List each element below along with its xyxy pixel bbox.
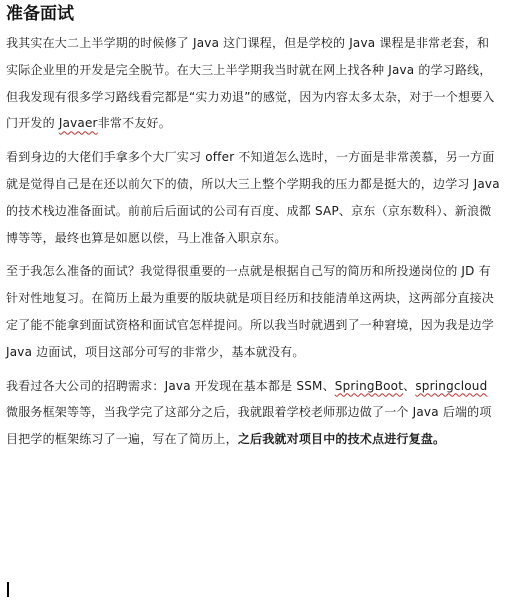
paragraph-3: 至于我怎么准备的面试？我觉得很重要的一点就是根据自己写的简历和所投递岗位的 JD 有针对性地复习。在简历上最为重要的版块就是项目经历和技能清单这两块，这两部分直接决定了能不能拿到面试资格和面试官怎样提问。所以我当时就遇到了一种窘境，因为我是边学 Java 边面试，项目这部分可写的非常少，基本就没有。 xyxy=(6,264,495,359)
section-heading: 准备面试 xyxy=(6,4,74,24)
spellcheck-word-springboot: SpringBoot xyxy=(334,378,404,393)
paragraph-4-text-mid: 微服务框架等等，当我学完了这部分之后，我就跟着学校老师那边做了一个 Java 后端的项目把学的框架练习了一遍，写在了简历上， xyxy=(6,405,492,447)
paragraph-1 xyxy=(6,30,501,137)
text-cursor[interactable] xyxy=(7,582,9,597)
paragraph-4 xyxy=(6,373,501,453)
paragraph-1-text-end: 非常不友好。 xyxy=(97,116,171,131)
paragraph-4-bold-text: 之后我就对项目中的技术点进行复盘。 xyxy=(237,432,446,447)
spellcheck-word-springcloud: springcloud xyxy=(415,378,488,393)
paragraph-4-text: 我看过各大公司的招聘需求：Java 开发现在基本都是 SSM、 xyxy=(6,378,335,393)
paragraph-1-text: 我其实在大二上半学期的时候修了 Java 这门课程，但是学校的 Java 课程是非常老套，和实际企业里的开发是完全脱节。在大三上半学期我当时就在网上找各种 Java 的学习路线，但我发现有很多学习路线看完都是“实力劝退”的感觉，因为内容太多太杂，对于一个想要入门开发的 xyxy=(6,36,495,131)
paragraph-2: 看到身边的大佬们手拿多个大厂实习 offer 不知道怎么选时，一方面是非常羡慕，另一方面就是觉得自己是在还以前欠下的债，所以大三上整个学期我的压力都是挺大的，边学习 Java 的技术栈边准备面试。前前后后面试的公司有百度、成都 SAP、京东（京东数科）、新浪微博等等，最终也算是如愿以偿，马上准备入职京东。 xyxy=(6,150,500,245)
paragraph-4-separator: 、 xyxy=(403,378,416,393)
spellcheck-word-javaer: Javaer xyxy=(58,116,98,131)
document-body xyxy=(6,0,501,460)
